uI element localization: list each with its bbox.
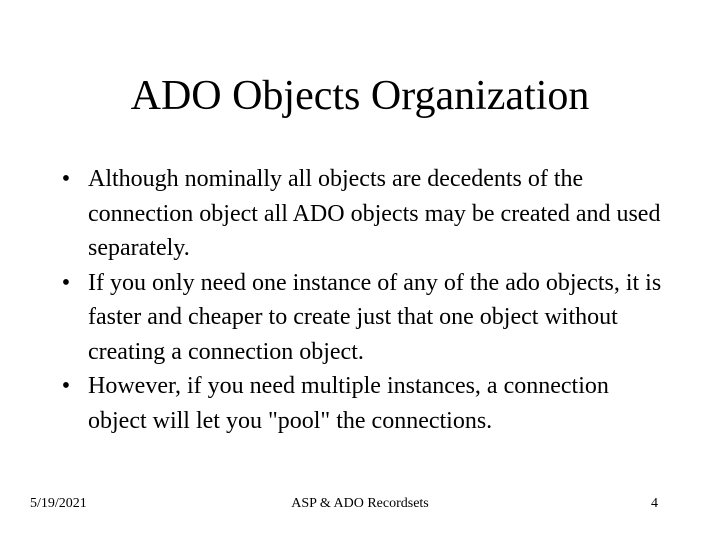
bullet-text: If you only need one instance of any of the ado objects, it is faster and cheaper to create just that one object without creating a connection object. xyxy=(88,269,662,365)
slide-title: ADO Objects Organization xyxy=(130,73,590,119)
bullet-list xyxy=(56,162,666,438)
bullet-item xyxy=(56,369,666,438)
bullet-icon: • xyxy=(61,166,71,192)
footer-date: 5/19/2021 xyxy=(30,496,87,511)
page-number: 4 xyxy=(651,496,658,511)
bullet-item xyxy=(56,162,666,266)
footer-title: ASP & ADO Recordsets xyxy=(291,496,429,511)
bullet-icon: • xyxy=(61,373,71,399)
bullet-icon: • xyxy=(61,269,71,296)
bullet-text: However, if you need multiple instances, a connection object will let you "pool" the connections. xyxy=(88,373,609,434)
bullet-text: Although nominally all objects are decedents of the connection object all ADO objects may be created and used separately. xyxy=(88,166,661,261)
bullet-item xyxy=(56,266,666,370)
